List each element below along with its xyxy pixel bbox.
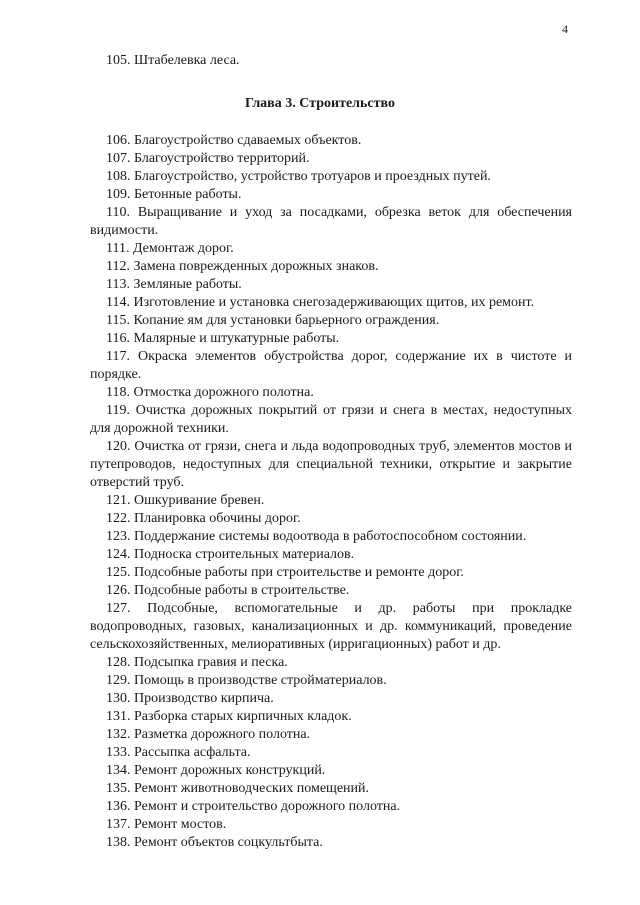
list-item: 136. Ремонт и строительство дорожного полотна. [106, 799, 401, 814]
list-item: 116. Малярные и штукатурные работы. [106, 331, 340, 346]
list-item: 111. Демонтаж дорог. [106, 241, 234, 256]
work-list [90, 132, 572, 852]
list-item: 114. Изготовление и установка снегозадерживающих щитов, их ремонт. [106, 295, 535, 310]
list-item: 122. Планировка обочины дорог. [106, 511, 301, 526]
list-item: 113. Земляные работы. [106, 277, 242, 292]
list-item: 110. Выращивание и уход за посадками, обрезка веток для обеспечения видимости. [90, 205, 572, 238]
list-item: 135. Ремонт животноводческих помещений. [106, 781, 370, 796]
list-item: 132. Разметка дорожного полотна. [106, 727, 311, 742]
list-item: 106. Благоустройство сдаваемых объектов. [106, 133, 362, 148]
list-item: 125. Подсобные работы при строительстве и ремонте дорог. [106, 565, 464, 580]
list-item: 117. Окраска элементов обустройства дорог, содержание их в чистоте и порядке. [90, 349, 572, 382]
list-item: 126. Подсобные работы в строительстве. [106, 583, 350, 598]
list-item: 137. Ремонт мостов. [106, 817, 227, 832]
list-item: 127. Подсобные, вспомогательные и др. работы при прокладке водопроводных, газовых, канализационных и др. коммуникаций, проведение сельскохозяйственных, мелиоративных (ирригационных) работ и др. [90, 601, 572, 652]
list-item: 133. Рассыпка асфальта. [106, 745, 251, 760]
list-item: 115. Копание ям для установки барьерного ограждения. [106, 313, 440, 328]
page-number: 4 [562, 22, 568, 36]
list-item: 108. Благоустройство, устройство тротуаров и проездных путей. [106, 169, 491, 184]
list-item-105: 105. Штабелевка леса. [106, 53, 240, 68]
list-item: 118. Отмостка дорожного полотна. [106, 385, 314, 400]
list-item: 112. Замена поврежденных дорожных знаков. [106, 259, 379, 274]
list-item: 107. Благоустройство территорий. [106, 151, 310, 166]
list-item: 119. Очистка дорожных покрытий от грязи и снега в местах, недоступных для дорожной техники. [90, 403, 572, 436]
list-item: 138. Ремонт объектов соцкультбыта. [106, 835, 323, 850]
list-item: 120. Очистка от грязи, снега и льда водопроводных труб, элементов мостов и путепроводов, недоступных для специальной техники, открытие и закрытие отверстий труб. [90, 439, 572, 490]
list-item: 123. Поддержание системы водоотвода в работоспособном состоянии. [106, 529, 527, 544]
list-item: 128. Подсыпка гравия и песка. [106, 655, 288, 670]
list-item: 109. Бетонные работы. [106, 187, 242, 202]
list-item: 121. Ошкуривание бревен. [106, 493, 265, 508]
list-item: 124. Подноска строительных материалов. [106, 547, 355, 562]
list-item: 130. Производство кирпича. [106, 691, 274, 706]
list-item: 134. Ремонт дорожных конструкций. [106, 763, 326, 778]
chapter-title: Глава 3. Строительство [245, 96, 395, 111]
list-item: 129. Помощь в производстве стройматериалов. [106, 673, 387, 688]
list-item: 131. Разборка старых кирпичных кладок. [106, 709, 352, 724]
